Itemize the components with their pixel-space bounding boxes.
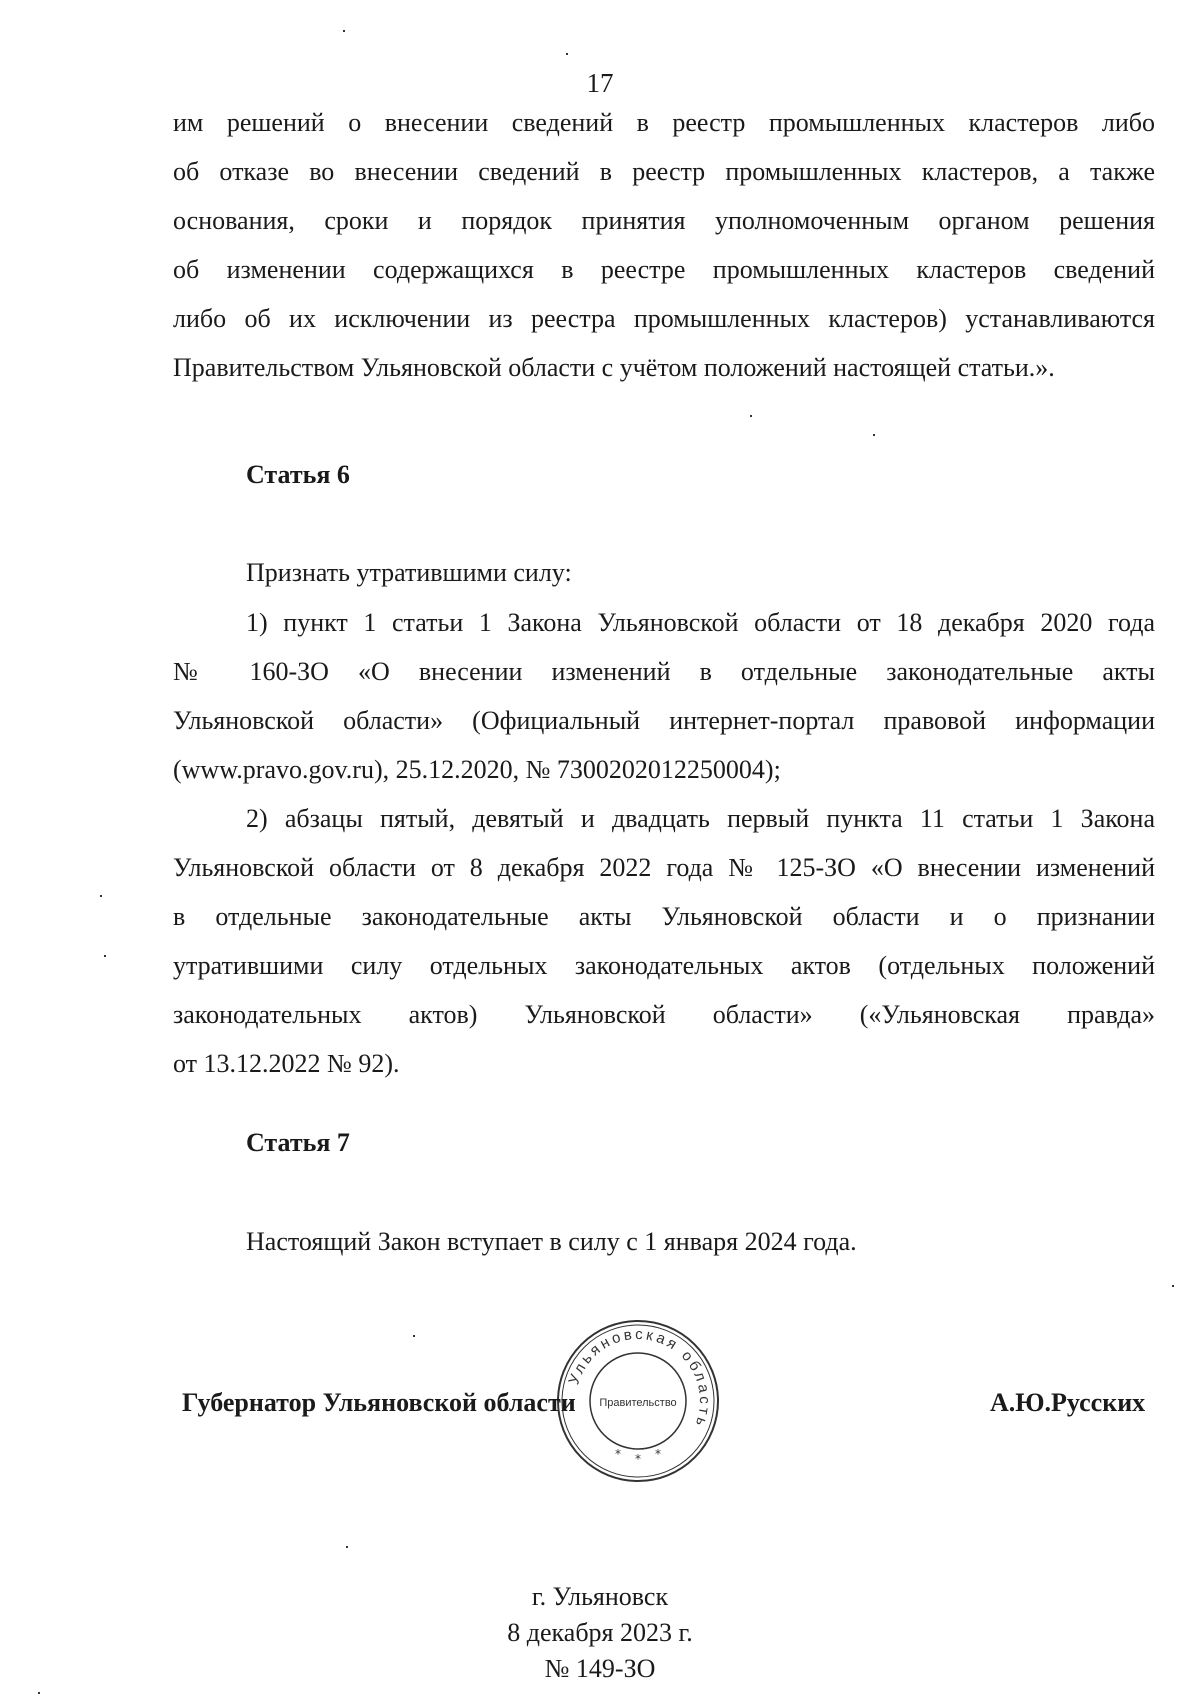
article-7-text: Настоящий Закон вступает в силу с 1 января 2024 года. [246, 1227, 857, 1256]
text-line: (www.pravo.gov.ru), 25.12.2020, № 7300202012250004); [173, 755, 781, 784]
footer-number: № 149-ЗО [544, 1654, 656, 1683]
article-6-heading: Статья 6 [246, 460, 350, 489]
scan-speck [750, 415, 752, 417]
footer-city: г. Ульяновск [531, 1582, 669, 1611]
text-line: об изменении содержащихся в реестре промышленных кластеров сведений [173, 255, 1155, 284]
text-line: Ульяновской области от 8 декабря 2022 года № 125-ЗО «О внесении изменений [173, 853, 1155, 882]
footer-date: 8 декабря 2023 г. [507, 1618, 693, 1647]
article-7-heading: Статья 7 [246, 1128, 350, 1157]
text-line: 2) абзацы пятый, девятый и двадцать первый пункта 11 статьи 1 Закона [246, 804, 1155, 833]
seal-star-icon: * [635, 1452, 641, 1466]
article-6-intro: Признать утратившими силу: [246, 558, 572, 587]
scan-speck [346, 1546, 348, 1548]
text-line: в отдельные законодательные акты Ульяновской области и о признании [173, 902, 1155, 931]
scan-speck [38, 1692, 40, 1694]
seal-inner-text: Правительство [599, 1397, 677, 1409]
text-line: либо об их исключении из реестра промышленных кластеров) устанавливаются [173, 304, 1155, 333]
article-6-item-1 [173, 598, 1155, 794]
seal-star-icon: * [655, 1447, 661, 1461]
intro-paragraph [173, 98, 1155, 392]
scan-speck [413, 1335, 415, 1337]
text-line: об отказе во внесении сведений в реестр промышленных кластеров, а также [173, 157, 1155, 186]
seal-outer-text: Ульяновская область [565, 1325, 714, 1432]
scan-speck [100, 895, 102, 897]
scan-speck [1172, 1285, 1174, 1287]
text-line: им решений о внесении сведений в реестр промышленных кластеров либо [173, 108, 1155, 137]
text-line: основания, сроки и порядок принятия уполномоченным органом решения [173, 206, 1155, 235]
text-line: Правительством Ульяновской области с учётом положений настоящей статьи.». [173, 353, 1055, 382]
official-seal [555, 1318, 721, 1484]
signature-position: Губернатор Ульяновской области [182, 1388, 576, 1417]
scan-speck [873, 434, 875, 436]
text-line: законодательных актов) Ульяновской области» («Ульяновская правда» [173, 1000, 1155, 1029]
page-number: 17 [586, 68, 614, 98]
article-6-item-2 [173, 794, 1155, 1088]
text-line: от 13.12.2022 № 92). [173, 1049, 400, 1078]
scan-speck [104, 955, 106, 957]
seal-star-icon: * [615, 1447, 621, 1461]
text-line: Ульяновской области» (Официальный интернет-портал правовой информации [173, 706, 1155, 735]
scan-speck [343, 30, 345, 32]
text-line: утратившими силу отдельных законодательных актов (отдельных положений [173, 951, 1155, 980]
text-line: № 160-ЗО «О внесении изменений в отдельные законодательные акты [173, 657, 1155, 686]
scan-speck [566, 53, 568, 55]
signature-name: А.Ю.Русских [990, 1388, 1146, 1417]
text-line: 1) пункт 1 статьи 1 Закона Ульяновской области от 18 декабря 2020 года [246, 608, 1155, 637]
